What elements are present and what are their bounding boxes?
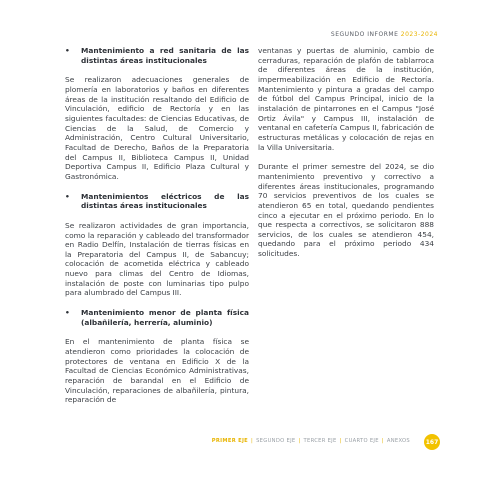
footer-item-tercer-eje[interactable]: TERCER EJE <box>303 438 337 444</box>
paragraph-planta-fisica: En el mantenimiento de planta física se atendieron como prioridades la colocación de protectores de ventana en Edificio X de la Facultad de Ciencias Económico Administrativas, reparación de barandal en el Edificio de Vinculación, reparaciones de albañilería, pintura, reparación de <box>65 337 249 405</box>
footer-item-cuarto-eje[interactable]: CUARTO EJE <box>344 438 379 444</box>
bullet-icon: • <box>65 308 70 318</box>
right-column <box>258 46 434 269</box>
section-heading-sanitaria <box>65 46 249 65</box>
section-heading-electricos <box>65 192 249 211</box>
footer-nav <box>212 438 410 444</box>
footer-separator: | <box>298 438 301 444</box>
section-heading-planta-fisica <box>65 308 249 327</box>
section-heading-text: Mantenimientos eléctricos de las distintas áreas institucionales <box>81 191 249 211</box>
paragraph-sanitaria: Se realizaron adecuaciones generales de plomería en laboratorios y baños en diferentes áreas de la institución resaltando del Edificio de Vinculación, edificio de Rectoría y en las siguientes facultades: de Ciencias Educativas, de Ciencias de la Salud, de Comercio y Administración, Centro Cultural Universitario, Facultad de Derecho, Baños de la Preparatoria del Campus II, Biblioteca Campus II, Unidad Deportiva Campus II, Edificio Plaza Cultural y Gastronómica. <box>65 75 249 181</box>
footer-separator: | <box>339 438 342 444</box>
paragraph-electricos: Se realizaron actividades de gran importancia, como la reparación y cableado del transformador en Radio Delfín, Instalación de tierras físicas en la Preparatoria del Campus II, de Sabancuy; colocación de acometida eléctrica y cableado nuevo para climas del Centro de Idiomas, instalación de poste con luminarias tipo pulpo para alumbrado del Campus III. <box>65 220 249 298</box>
section-heading-text: Mantenimiento a red sanitaria de las distintas áreas institucionales <box>81 46 249 65</box>
report-year: 2023-2024 <box>400 31 438 38</box>
footer-separator: | <box>381 438 384 444</box>
bullet-icon: • <box>65 46 70 55</box>
page-number-badge <box>424 434 440 450</box>
footer-item-anexos[interactable]: ANEXOS <box>386 438 410 444</box>
paragraph-continuation: ventanas y puertas de aluminio, cambio de cerraduras, reparación de plafón de tablarroca de diferentes áreas de la institución, impermeabilización en Edificio de Rectoría. Mantenimiento y pintura a gradas del campo de fútbol del Campus Principal, inicio de la instalación de pintarrones en el Campus "José Ortiz Ávila" y Campus III, instalación de ventanal en cafetería Campus II, fabricación de estructuras metálicas y colocación de rejas en la Villa Universitaria. <box>258 46 434 152</box>
left-column <box>65 46 249 415</box>
report-header <box>331 31 438 38</box>
footer-item-primer-eje[interactable]: PRIMER EJE <box>211 438 249 444</box>
bullet-icon: • <box>65 191 70 201</box>
footer-separator: | <box>251 438 254 444</box>
page-number: 167 <box>425 438 439 446</box>
section-heading-text: Mantenimiento menor de planta física (albañilería, herrería, aluminio) <box>81 308 249 327</box>
paragraph-semestre: Durante el primer semestre del 2024, se dio mantenimiento preventivo y correctivo a diferentes áreas institucionales, programando 70 servicios preventivos de los cuales se atendieron 65 en total, quedando pendientes cinco a ejecutar en el próximo periodo. En lo que respecta a correctivos, se solicitaron 888 servicios, de los cuales se atendieron 454, quedando para el próximo periodo 434 solicitudes. <box>258 162 434 259</box>
footer-item-segundo-eje[interactable]: SEGUNDO EJE <box>256 438 296 444</box>
report-title: SEGUNDO INFORME <box>330 31 399 38</box>
